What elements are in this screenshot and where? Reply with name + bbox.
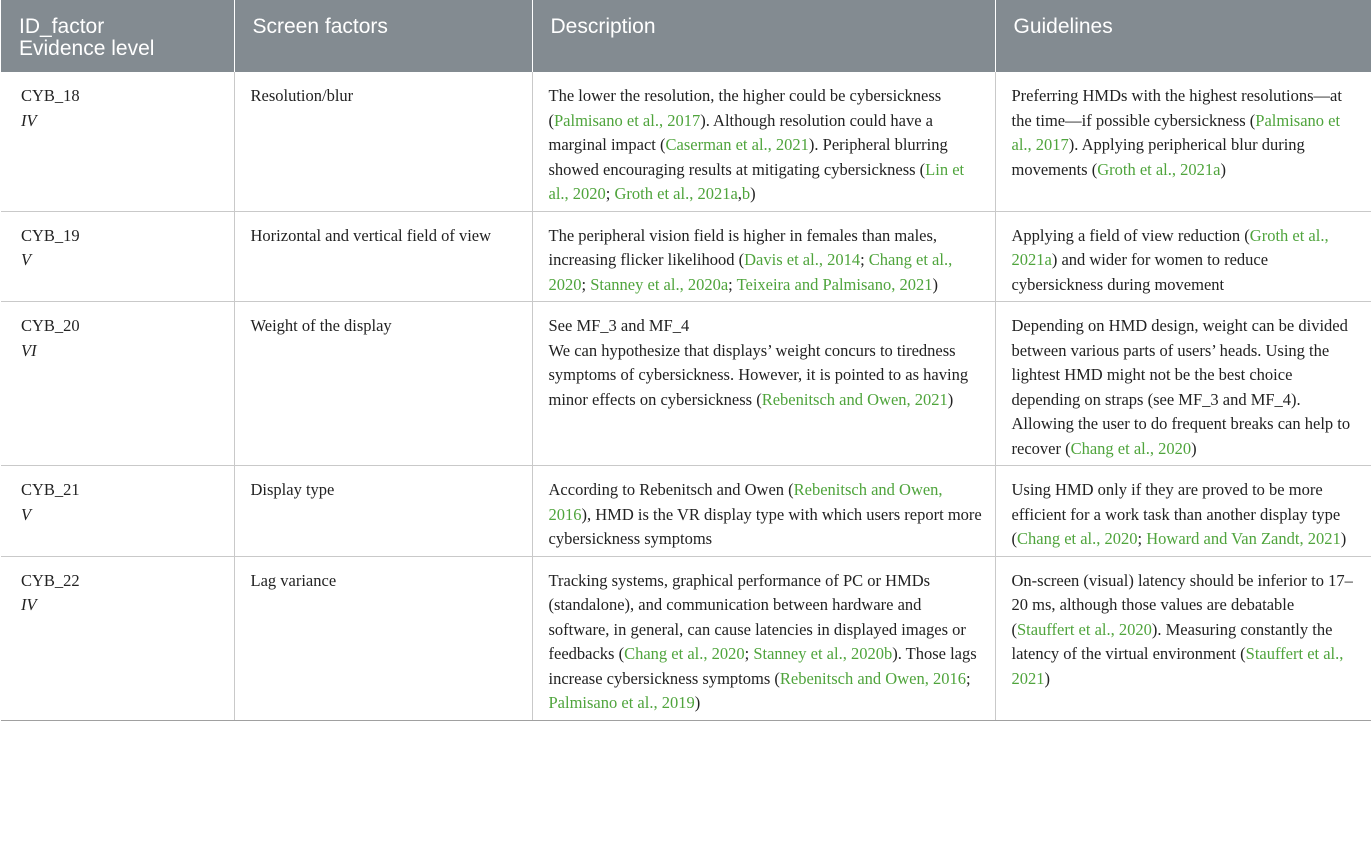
evidence-level: IV [21,110,37,130]
guidelines-cell [995,302,1371,466]
table-row [1,302,1371,466]
header-evidence-label: Evidence level [19,37,155,60]
table-row [1,211,1371,302]
guidelines-cell [995,211,1371,302]
text-segment: ; [728,274,737,294]
text-segment: See MF_3 and MF_4 [548,316,690,335]
table-body [1,72,1371,720]
text-segment: ) [932,274,938,294]
citation-link[interactable]: Davis et al., 2014 [744,250,861,269]
cybersickness-screen-factors-table [1,0,1371,721]
citation-link[interactable]: Palmisano et al., 2017 [1011,110,1341,154]
text-segment: Applying a field of view reduction ( [1011,225,1250,245]
header-description: Description [532,0,995,72]
description-cell [532,211,995,302]
id-cell [1,466,234,557]
text-segment: Tracking systems, graphical performance of PC or HMDs (standalone), and communication between hardware and software, in general, can cause latencies in displayed images or feedbacks ( [548,570,966,663]
description-cell [532,72,995,211]
citation-link[interactable]: b [741,184,751,203]
screen-factor-cell: Weight of the display [234,302,532,466]
text-segment: ). Applying peripherical blur during movements ( [1011,135,1305,179]
citation-link[interactable]: Stauffert et al., 2021 [1011,644,1344,688]
factor-id: CYB_21 [21,480,80,499]
table-row [1,466,1371,557]
screen-factor-cell: Lag variance [234,556,532,720]
screen-factor-cell: Horizontal and vertical field of view [234,211,532,302]
text-segment: ; [1137,529,1147,548]
text-segment: Using HMD only if they are proved to be more efficient for a work task than another display type ( [1011,480,1341,548]
text-segment: The peripheral vision field is higher in females than males, increasing flicker likelihood ( [548,225,938,269]
citation-link[interactable]: Stanney et al., 2020b [753,644,893,663]
header-row [1,0,1371,72]
citation-link[interactable]: Palmisano et al., 2017 [554,110,701,130]
citation-link[interactable]: Chang et al., 2020 [624,644,745,663]
text-segment: ; [860,250,869,269]
table-row [1,556,1371,720]
citation-link[interactable]: Rebenitsch and Owen, 2016 [548,480,943,524]
citation-link[interactable]: Palmisano et al., 2019 [548,693,695,712]
text-segment: ). Although resolution could have a marginal impact ( [548,110,933,154]
factor-id: CYB_20 [21,316,80,335]
evidence-level: V [21,504,32,524]
citation-link[interactable]: Stanney et al., 2020a [590,274,729,294]
text-segment: ) [1220,159,1226,179]
factor-id: CYB_18 [21,86,80,105]
description-cell [532,556,995,720]
evidence-level: V [21,250,32,269]
citation-link[interactable]: Chang et al., 2020 [1017,529,1138,548]
citation-link[interactable]: Caserman et al., 2021 [665,135,809,154]
text-segment: , [737,184,742,203]
citation-link[interactable]: Rebenitsch and Owen, 2016 [779,668,966,688]
text-segment: Preferring HMDs with the highest resolutions—at the time—if possible cybersickness ( [1011,86,1342,130]
text-segment: Depending on HMD design, weight can be divided between various parts of users’ heads. Using the lightest HMD might not be the best choice depending on straps (see MF_3 and MF_4). Allowing the user to do frequent breaks can help to recover ( [1011,316,1351,458]
screen-factor-cell: Resolution/blur [234,72,532,211]
citation-link[interactable]: Rebenitsch and Owen, 2021 [761,389,948,409]
text-segment: ) [1340,529,1347,548]
citation-link[interactable]: Lin et al., 2020 [548,159,965,203]
id-cell [1,211,234,302]
table-row [1,72,1371,211]
description-cell [532,466,995,557]
citation-link[interactable]: Groth et al., 2021a [1011,225,1329,269]
text-segment: ) [947,389,954,409]
text-segment: ) [1044,668,1050,688]
text-segment: We can hypothesize that displays’ weight concurs to tiredness symptoms of cybersickness. However, it is pointed to as having minor effects on cybersickness ( [548,340,969,409]
citation-link[interactable]: Groth et al., 2021a [1097,159,1221,179]
header-screen-factors: Screen factors [234,0,532,72]
citation-link[interactable]: Teixeira and Palmisano, 2021 [736,274,933,294]
guidelines-cell [995,466,1371,557]
description-cell [532,302,995,466]
text-segment: ). Measuring constantly the latency of the virtual environment ( [1011,619,1333,663]
text-segment: ). Peripheral blurring showed encouraging results at mitigating cybersickness ( [548,135,948,179]
evidence-level: IV [21,595,37,614]
text-segment: ) and wider for women to reduce cybersickness during movement [1011,250,1269,294]
table-header [1,0,1371,72]
guidelines-cell [995,72,1371,211]
text-segment: ; [581,274,591,294]
id-cell [1,302,234,466]
factor-id: CYB_19 [21,225,80,245]
citation-link[interactable]: Groth et al., 2021a [614,184,738,203]
guidelines-cell [995,556,1371,720]
text-segment: ; [605,184,615,203]
citation-link[interactable]: Chang et al., 2020 [1070,438,1192,458]
header-id-label: ID_factor [19,15,105,38]
citation-link[interactable]: Chang et al., 2020 [548,250,953,294]
header-id-factor [1,0,234,72]
id-cell [1,556,234,720]
text-segment: ). Those lags increase cybersickness symptoms ( [548,644,977,688]
text-segment: ) [694,693,701,712]
screen-factor-cell: Display type [234,466,532,557]
id-cell [1,72,234,211]
citation-link[interactable]: Stauffert et al., 2020 [1017,619,1152,639]
text-segment: ) [750,184,756,203]
citation-link[interactable]: Howard and Van Zandt, 2021 [1146,529,1341,548]
text-segment: The lower the resolution, the higher could be cybersickness ( [548,86,942,130]
text-segment: ; [965,668,971,688]
evidence-level: VI [21,340,37,360]
text-segment: According to Rebenitsch and Owen ( [548,480,794,499]
text-segment: ), HMD is the VR display type with which users report more cybersickness symptoms [548,504,982,548]
text-segment: ; [744,644,754,663]
text-segment: On-screen (visual) latency should be inferior to 17–20 ms, although those values are debatable ( [1011,570,1353,639]
header-guidelines: Guidelines [995,0,1371,72]
factor-id: CYB_22 [21,570,80,590]
text-segment: ) [1191,438,1197,458]
